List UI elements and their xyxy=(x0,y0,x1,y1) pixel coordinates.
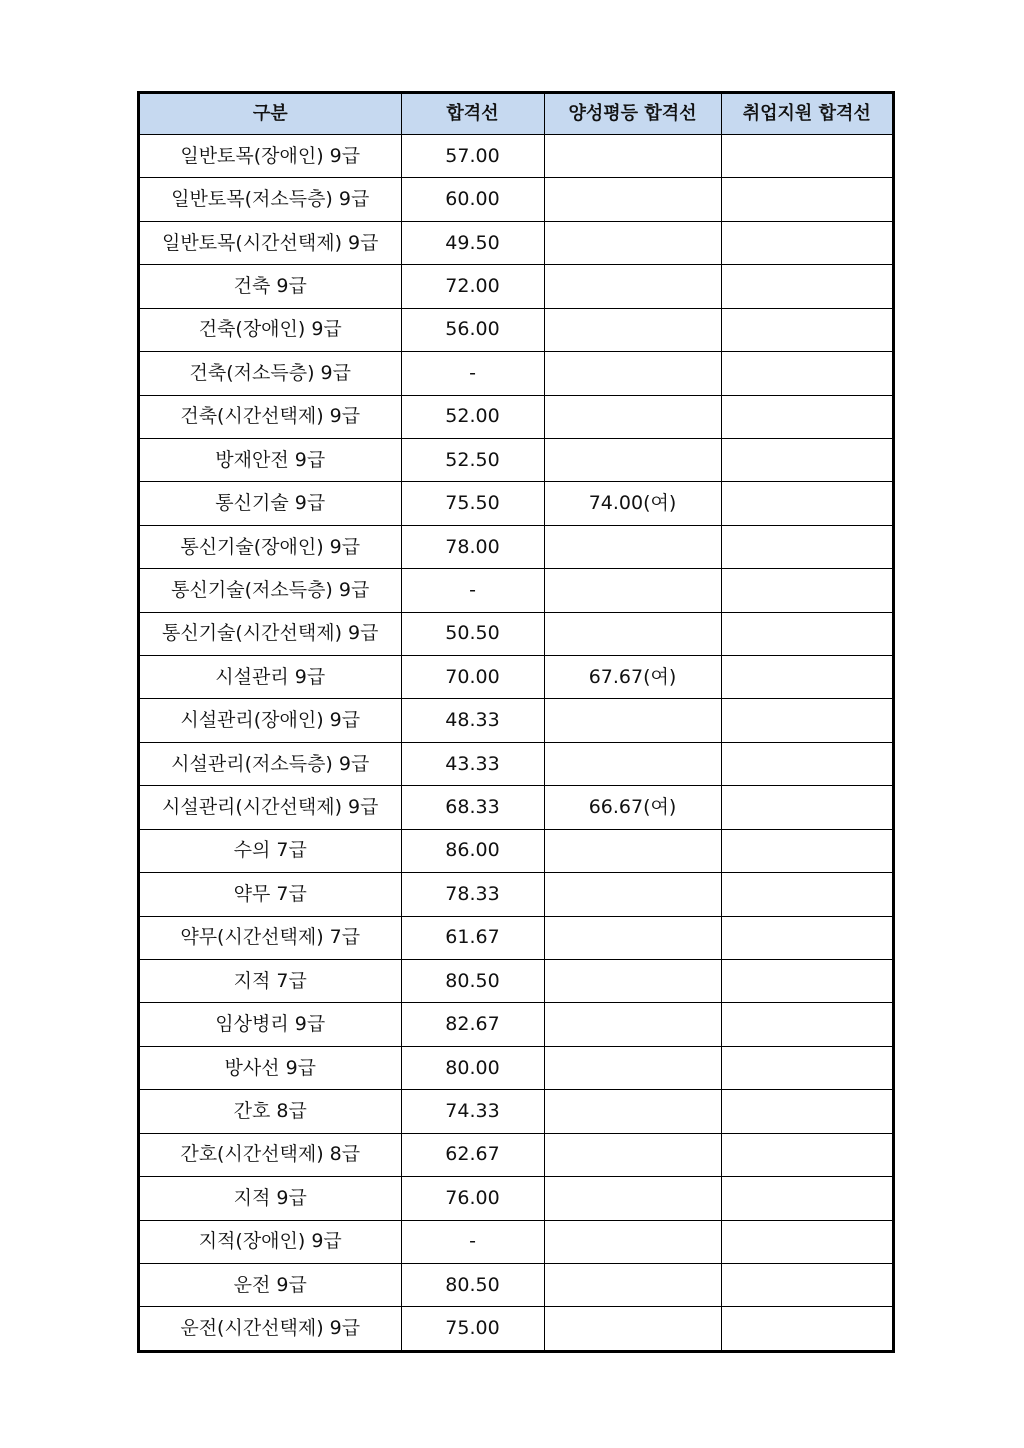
table-row xyxy=(140,135,892,178)
table-row xyxy=(140,656,892,699)
category-cell: 지적 9급 xyxy=(140,1177,401,1220)
table-row xyxy=(140,1090,892,1133)
category-cell: 건축 9급 xyxy=(140,265,401,308)
gender-equality-cell: 66.67(여) xyxy=(544,786,721,829)
employment-support-cell xyxy=(721,135,892,178)
employment-support-cell xyxy=(721,1263,892,1306)
table-row xyxy=(140,1220,892,1263)
table-row xyxy=(140,742,892,785)
cutoff-cell: 68.33 xyxy=(401,786,544,829)
category-cell: 수의 7급 xyxy=(140,829,401,872)
category-cell: 통신기술 9급 xyxy=(140,482,401,525)
table-row xyxy=(140,1046,892,1089)
cutoff-cell: 76.00 xyxy=(401,1177,544,1220)
gender-equality-cell xyxy=(544,873,721,916)
gender-equality-cell xyxy=(544,265,721,308)
gender-equality-cell xyxy=(544,135,721,178)
gender-equality-cell xyxy=(544,438,721,481)
category-cell: 건축(저소득층) 9급 xyxy=(140,352,401,395)
employment-support-cell xyxy=(721,569,892,612)
cutoff-cell: 43.33 xyxy=(401,742,544,785)
category-cell: 방재안전 9급 xyxy=(140,438,401,481)
employment-support-cell xyxy=(721,699,892,742)
cutoff-cell: 80.50 xyxy=(401,960,544,1003)
table-row xyxy=(140,1177,892,1220)
employment-support-cell xyxy=(721,178,892,221)
category-cell: 간호 8급 xyxy=(140,1090,401,1133)
employment-support-cell xyxy=(721,265,892,308)
cutoff-cell: 61.67 xyxy=(401,916,544,959)
table-row xyxy=(140,960,892,1003)
table-row xyxy=(140,438,892,481)
category-cell: 방사선 9급 xyxy=(140,1046,401,1089)
category-cell: 시설관리(장애인) 9급 xyxy=(140,699,401,742)
category-cell: 건축(시간선택제) 9급 xyxy=(140,395,401,438)
cutoff-cell: - xyxy=(401,352,544,395)
employment-support-cell xyxy=(721,1003,892,1046)
category-cell: 일반토목(시간선택제) 9급 xyxy=(140,221,401,264)
cutoff-cell: 74.33 xyxy=(401,1090,544,1133)
gender-equality-cell xyxy=(544,1307,721,1350)
cutoff-cell: 52.50 xyxy=(401,438,544,481)
category-cell: 시설관리 9급 xyxy=(140,656,401,699)
gender-equality-cell xyxy=(544,308,721,351)
employment-support-cell xyxy=(721,916,892,959)
employment-support-cell xyxy=(721,786,892,829)
cutoff-cell: 78.33 xyxy=(401,873,544,916)
gender-equality-cell xyxy=(544,699,721,742)
table-row xyxy=(140,178,892,221)
gender-equality-cell xyxy=(544,178,721,221)
employment-support-cell xyxy=(721,395,892,438)
table-header xyxy=(140,94,892,135)
employment-support-cell xyxy=(721,742,892,785)
header-gender-equality: 양성평등 합격선 xyxy=(544,94,721,135)
employment-support-cell xyxy=(721,1220,892,1263)
table-row xyxy=(140,221,892,264)
table-row xyxy=(140,873,892,916)
category-cell: 건축(장애인) 9급 xyxy=(140,308,401,351)
gender-equality-cell xyxy=(544,1003,721,1046)
table-row xyxy=(140,1003,892,1046)
cutoff-cell: 82.67 xyxy=(401,1003,544,1046)
table-row xyxy=(140,1133,892,1176)
cutoff-cell: 57.00 xyxy=(401,135,544,178)
category-cell: 통신기술(시간선택제) 9급 xyxy=(140,612,401,655)
category-cell: 약무 7급 xyxy=(140,873,401,916)
gender-equality-cell xyxy=(544,1133,721,1176)
cutoff-cell: 70.00 xyxy=(401,656,544,699)
employment-support-cell xyxy=(721,352,892,395)
passing-score-table xyxy=(140,94,892,1350)
gender-equality-cell xyxy=(544,916,721,959)
cutoff-cell: 62.67 xyxy=(401,1133,544,1176)
table-row xyxy=(140,265,892,308)
cutoff-cell: 48.33 xyxy=(401,699,544,742)
category-cell: 통신기술(저소득층) 9급 xyxy=(140,569,401,612)
cutoff-cell: 72.00 xyxy=(401,265,544,308)
employment-support-cell xyxy=(721,960,892,1003)
category-cell: 간호(시간선택제) 8급 xyxy=(140,1133,401,1176)
category-cell: 일반토목(장애인) 9급 xyxy=(140,135,401,178)
cutoff-cell: 80.00 xyxy=(401,1046,544,1089)
results-table-frame xyxy=(137,91,895,1353)
category-cell: 지적(장애인) 9급 xyxy=(140,1220,401,1263)
table-row xyxy=(140,1307,892,1350)
employment-support-cell xyxy=(721,1133,892,1176)
category-cell: 일반토목(저소득층) 9급 xyxy=(140,178,401,221)
cutoff-cell: 75.50 xyxy=(401,482,544,525)
category-cell: 지적 7급 xyxy=(140,960,401,1003)
cutoff-cell: - xyxy=(401,1220,544,1263)
gender-equality-cell xyxy=(544,395,721,438)
gender-equality-cell xyxy=(544,1090,721,1133)
table-row xyxy=(140,482,892,525)
employment-support-cell xyxy=(721,482,892,525)
employment-support-cell xyxy=(721,1090,892,1133)
table-row xyxy=(140,699,892,742)
cutoff-cell: - xyxy=(401,569,544,612)
table-row xyxy=(140,1263,892,1306)
table-row xyxy=(140,612,892,655)
cutoff-cell: 86.00 xyxy=(401,829,544,872)
employment-support-cell xyxy=(721,873,892,916)
header-category: 구분 xyxy=(140,94,401,135)
category-cell: 약무(시간선택제) 7급 xyxy=(140,916,401,959)
employment-support-cell xyxy=(721,221,892,264)
employment-support-cell xyxy=(721,308,892,351)
table-row xyxy=(140,395,892,438)
table-row xyxy=(140,308,892,351)
category-cell: 임상병리 9급 xyxy=(140,1003,401,1046)
header-employment-support: 취업지원 합격선 xyxy=(721,94,892,135)
gender-equality-cell xyxy=(544,525,721,568)
table-row xyxy=(140,525,892,568)
table-row xyxy=(140,352,892,395)
employment-support-cell xyxy=(721,525,892,568)
gender-equality-cell: 67.67(여) xyxy=(544,656,721,699)
gender-equality-cell xyxy=(544,1177,721,1220)
gender-equality-cell xyxy=(544,742,721,785)
employment-support-cell xyxy=(721,438,892,481)
gender-equality-cell: 74.00(여) xyxy=(544,482,721,525)
gender-equality-cell xyxy=(544,829,721,872)
gender-equality-cell xyxy=(544,1263,721,1306)
gender-equality-cell xyxy=(544,569,721,612)
cutoff-cell: 80.50 xyxy=(401,1263,544,1306)
cutoff-cell: 60.00 xyxy=(401,178,544,221)
employment-support-cell xyxy=(721,1177,892,1220)
category-cell: 시설관리(저소득층) 9급 xyxy=(140,742,401,785)
gender-equality-cell xyxy=(544,1046,721,1089)
cutoff-cell: 75.00 xyxy=(401,1307,544,1350)
table-row xyxy=(140,829,892,872)
cutoff-cell: 52.00 xyxy=(401,395,544,438)
table-row xyxy=(140,569,892,612)
table-row xyxy=(140,916,892,959)
gender-equality-cell xyxy=(544,1220,721,1263)
employment-support-cell xyxy=(721,1046,892,1089)
gender-equality-cell xyxy=(544,612,721,655)
cutoff-cell: 49.50 xyxy=(401,221,544,264)
employment-support-cell xyxy=(721,1307,892,1350)
employment-support-cell xyxy=(721,656,892,699)
gender-equality-cell xyxy=(544,960,721,1003)
table-row xyxy=(140,786,892,829)
header-row xyxy=(140,94,892,135)
employment-support-cell xyxy=(721,829,892,872)
cutoff-cell: 78.00 xyxy=(401,525,544,568)
cutoff-cell: 56.00 xyxy=(401,308,544,351)
category-cell: 시설관리(시간선택제) 9급 xyxy=(140,786,401,829)
gender-equality-cell xyxy=(544,221,721,264)
category-cell: 통신기술(장애인) 9급 xyxy=(140,525,401,568)
category-cell: 운전(시간선택제) 9급 xyxy=(140,1307,401,1350)
employment-support-cell xyxy=(721,612,892,655)
gender-equality-cell xyxy=(544,352,721,395)
cutoff-cell: 50.50 xyxy=(401,612,544,655)
header-cutoff: 합격선 xyxy=(401,94,544,135)
table-body xyxy=(140,135,892,1351)
category-cell: 운전 9급 xyxy=(140,1263,401,1306)
